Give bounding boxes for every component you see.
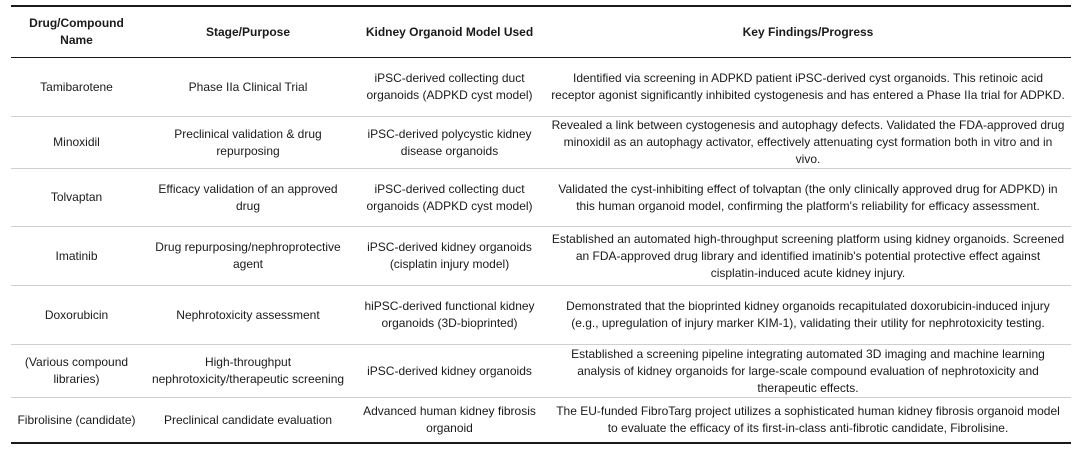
table-row	[11, 169, 1071, 227]
table-row	[11, 345, 1071, 398]
drug-organoid-table	[11, 5, 1071, 444]
cell-model: iPSC-derived collecting duct organoids (ADPKD cyst model)	[366, 71, 533, 102]
cell-findings: Established a screening pipeline integrating automated 3D imaging and machine learning analysis of kidney organoids for large-scale compound evaluation of nephrotoxicity and therapeutic effects.	[571, 346, 1045, 395]
cell-model: iPSC-derived kidney organoids	[367, 363, 532, 378]
cell-model: iPSC-derived collecting duct organoids (ADPKD cyst model)	[366, 181, 533, 213]
cell-drug: Imatinib	[55, 248, 98, 263]
drug-organoid-table-container	[11, 5, 1071, 444]
cell-model: iPSC-derived kidney organoids (cisplatin injury model)	[367, 240, 532, 271]
cell-stage: Preclinical validation & drug repurposing	[174, 126, 322, 158]
cell-model: iPSC-derived polycystic kidney disease organoids	[367, 126, 532, 158]
cell-drug: Minoxidil	[53, 135, 100, 149]
table-row	[11, 117, 1071, 169]
header-row	[11, 6, 1071, 58]
cell-drug: Fibrolisine (candidate)	[17, 412, 136, 427]
header-stage-purpose: Stage/Purpose	[205, 24, 291, 39]
cell-model: Advanced human kidney fibrosis organoid	[363, 404, 536, 435]
cell-stage: Phase IIa Clinical Trial	[188, 79, 308, 94]
cell-stage: Drug repurposing/nephroprotective agent	[155, 240, 341, 271]
cell-findings: Revealed a link between cystogenesis and autophagy defects. Validated the FDA-approved drug minoxidil as an autophagy activator, effectively attenuating cyst formation both in vitro and in vivo.	[551, 118, 1065, 166]
cell-stage: Preclinical candidate evaluation	[163, 412, 333, 427]
table-row	[11, 286, 1071, 345]
cell-findings: Identified via screening in ADPKD patient iPSC-derived cyst organoids. This retinoic acid receptor agonist significantly inhibited cystogenesis and has entered a Phase IIa trial for ADPKD.	[551, 71, 1065, 102]
table-row	[11, 58, 1071, 117]
cell-stage: High-throughput nephrotoxicity/therapeutic screening	[151, 355, 345, 386]
cell-drug: (Various compound libraries)	[24, 355, 129, 386]
cell-model: hiPSC-derived functional kidney organoids (3D-bioprinted)	[364, 299, 535, 330]
cell-findings: Validated the cyst-inhibiting effect of tolvaptan (the only clinically approved drug for ADPKD) in this human organoid model, confirming the platform's reliability for efficacy assessment.	[558, 181, 1058, 213]
table-row	[11, 398, 1071, 444]
cell-stage: Nephrotoxicity assessment	[176, 307, 320, 322]
table-header	[11, 6, 1071, 58]
header-key-findings: Key Findings/Progress	[742, 24, 874, 39]
cell-drug: Tamibarotene	[40, 79, 113, 94]
cell-stage: Efficacy validation of an approved drug	[158, 181, 338, 213]
table-row	[11, 227, 1071, 286]
cell-findings: The EU-funded FibroTarg project utilizes a sophisticated human kidney fibrosis organoid model to evaluate the efficacy of its first-in-class anti-fibrotic candidate, Fibrolisine.	[556, 404, 1060, 435]
table-body	[11, 58, 1071, 444]
header-drug-name: Drug/Compound Name	[29, 16, 124, 47]
cell-drug: Doxorubicin	[44, 307, 109, 322]
cell-findings: Established an automated high-throughput screening platform using kidney organoids. Screened an FDA-approved drug library and identified imatinib's potential protective effect against cisplatin-induced acute kidney injury.	[551, 231, 1065, 280]
header-organoid-model: Kidney Organoid Model Used	[365, 24, 534, 39]
cell-drug: Tolvaptan	[50, 190, 103, 204]
cell-findings: Demonstrated that the bioprinted kidney organoids recapitulated doxorubicin-induced injury (e.g., upregulation of injury marker KIM-1), validating their utility for nephrotoxicity testing.	[566, 299, 1050, 330]
